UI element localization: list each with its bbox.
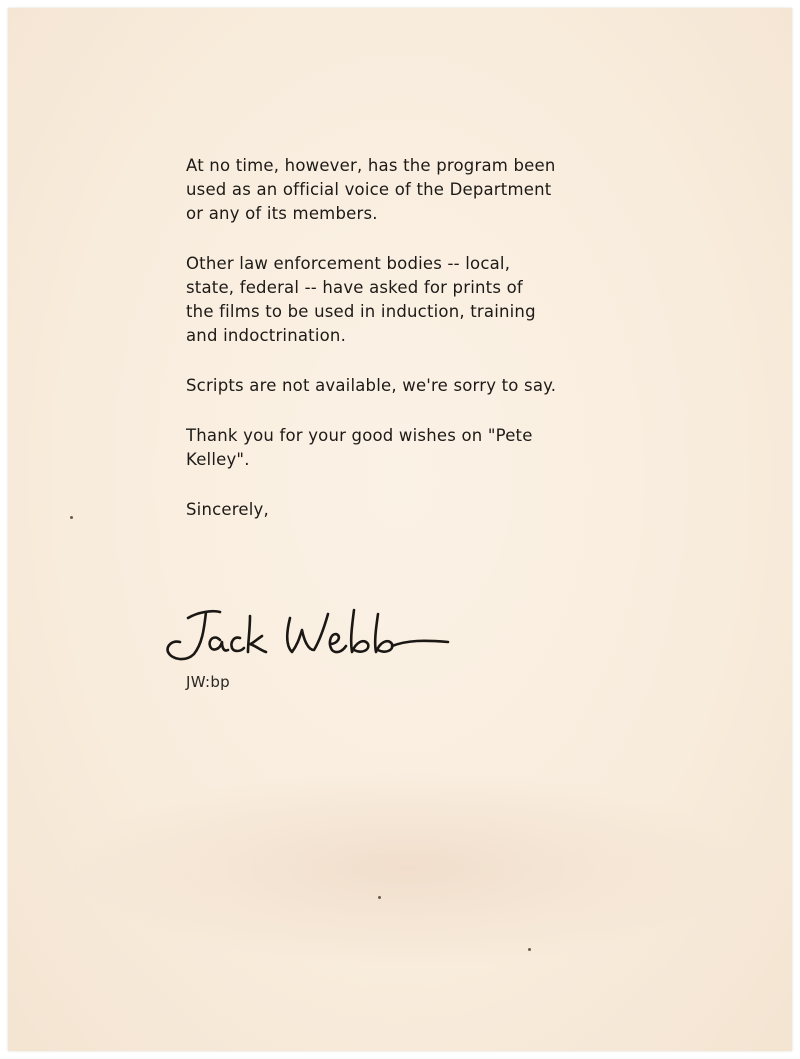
paper-speck: [528, 948, 531, 951]
paper-speck: [70, 516, 73, 519]
letter-body: [186, 154, 706, 522]
closing: Sincerely,: [186, 500, 269, 519]
typist-initials: JW:bp: [186, 673, 230, 691]
paper-speck: [378, 896, 381, 899]
paragraph-official-voice: At no time, however, has the program been used as an official voice of the Department or any of its members.: [186, 156, 556, 223]
paragraph-scripts: Scripts are not available, we're sorry to say.: [186, 376, 557, 395]
paragraph-law-enforcement: Other law enforcement bodies -- local, state, federal -- have asked for prints of the films to be used in induction, training and indoctrination.: [186, 254, 536, 345]
letter-page: [8, 8, 792, 1051]
handwritten-signature: [158, 600, 458, 670]
paper-stain: [68, 768, 748, 968]
paragraph-thank-you: Thank you for your good wishes on "Pete Kelley".: [186, 426, 533, 469]
